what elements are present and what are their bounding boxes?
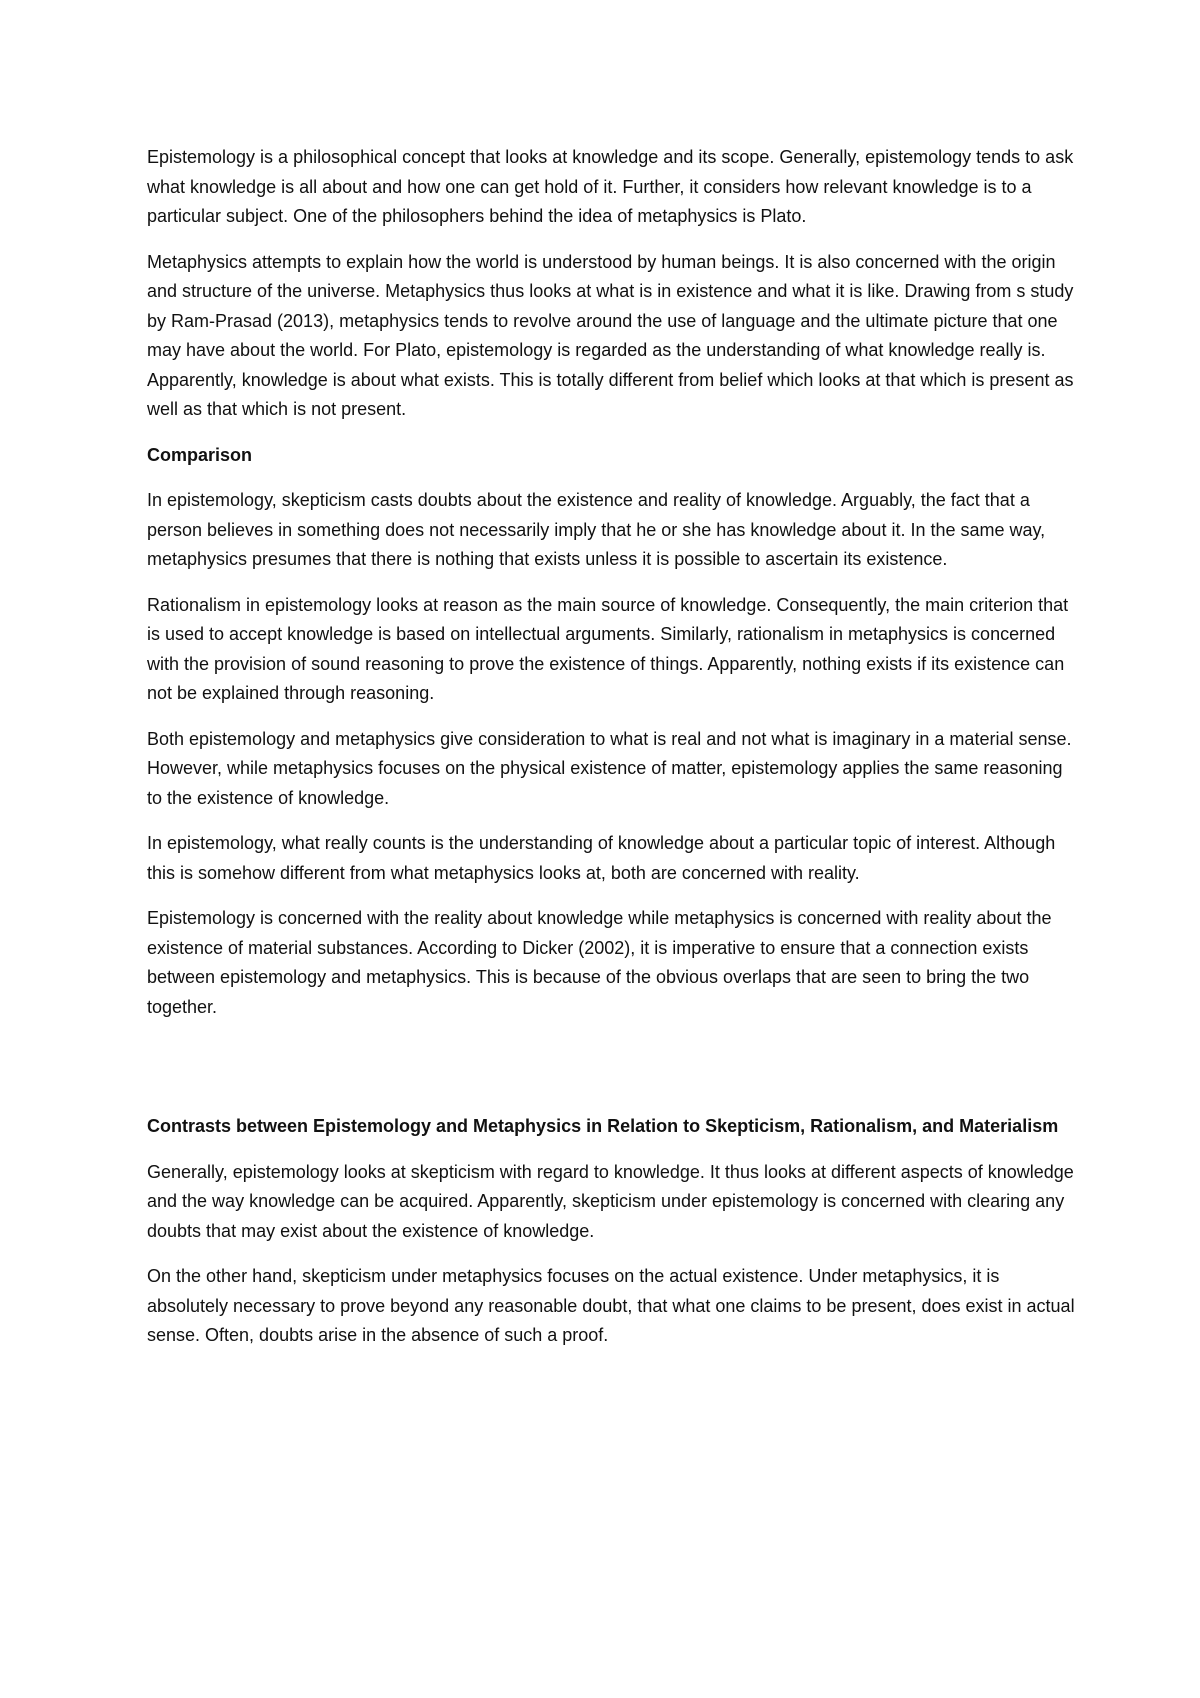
heading-contrasts: Contrasts between Epistemology and Metaphysics in Relation to Skepticism, Rationalism, and Materialism xyxy=(147,1116,1059,1136)
heading-comparison: Comparison xyxy=(147,444,253,465)
paragraph-comparison-rationalism: Rationalism in epistemology looks at reason as the main source of knowledge. Consequently, the main criterion that is used to accept knowledge is based on intellectual arguments. Similarly, rationalism in metaphysics is concerned with the provision of sound reasoning to prove the existence of things. Apparently, nothing exists if its existence can not be explained through reasoning. xyxy=(147,594,1069,703)
document-body xyxy=(147,143,1077,1367)
paragraph-intro-metaphysics: Metaphysics attempts to explain how the world is understood by human beings. It is also concerned with the origin and structure of the universe. Metaphysics thus looks at what is in existence and what it is like. Drawing from s study by Ram-Prasad (2013), metaphysics tends to revolve around the use of language and the ultimate picture that one may have about the world. For Plato, epistemology is regarded as the understanding of what knowledge really is. Apparently, knowledge is about what exists. This is totally different from belief which looks at that which is present as well as that which is not present. xyxy=(147,251,1074,419)
paragraph-contrast-epistemology: Generally, epistemology looks at skepticism with regard to knowledge. It thus looks at different aspects of knowledge and the way knowledge can be acquired. Apparently, skepticism under epistemology is concerned with clearing any doubts that may exist about the existence of knowledge. xyxy=(147,1161,1074,1241)
paragraph-comparison-understanding: In epistemology, what really counts is the understanding of knowledge about a particular topic of interest. Although this is somehow different from what metaphysics looks at, both are concerned with reality. xyxy=(147,833,1056,883)
paragraph-comparison-skepticism: In epistemology, skepticism casts doubts about the existence and reality of knowledge. Arguably, the fact that a person believes in something does not necessarily imply that he or she has knowledge about it. In the same way, metaphysics presumes that there is nothing that exists unless it is possible to ascertain its existence. xyxy=(147,490,1046,569)
paragraph-contrast-metaphysics: On the other hand, skepticism under metaphysics focuses on the actual existence. Under metaphysics, it is absolutely necessary to prove beyond any reasonable doubt, that what one claims to be present, does exist in actual sense. Often, doubts arise in the absence of such a proof. xyxy=(147,1266,1075,1345)
paragraph-comparison-reality: Both epistemology and metaphysics give consideration to what is real and not what is imaginary in a material sense. However, while metaphysics focuses on the physical existence of matter, epistemology applies the same reasoning to the existence of knowledge. xyxy=(147,728,1072,808)
paragraph-intro-epistemology: Epistemology is a philosophical concept that looks at knowledge and its scope. Generally, epistemology tends to ask what knowledge is all about and how one can get hold of it. Further, it considers how relevant knowledge is to a particular subject. One of the philosophers behind the idea of metaphysics is Plato. xyxy=(147,147,1074,226)
paragraph-comparison-connection: Epistemology is concerned with the reality about knowledge while metaphysics is concerned with reality about the existence of material substances. According to Dicker (2002), it is imperative to ensure that a connection exists between epistemology and metaphysics. This is because of the obvious overlaps that are seen to bring the two together. xyxy=(147,908,1052,1017)
